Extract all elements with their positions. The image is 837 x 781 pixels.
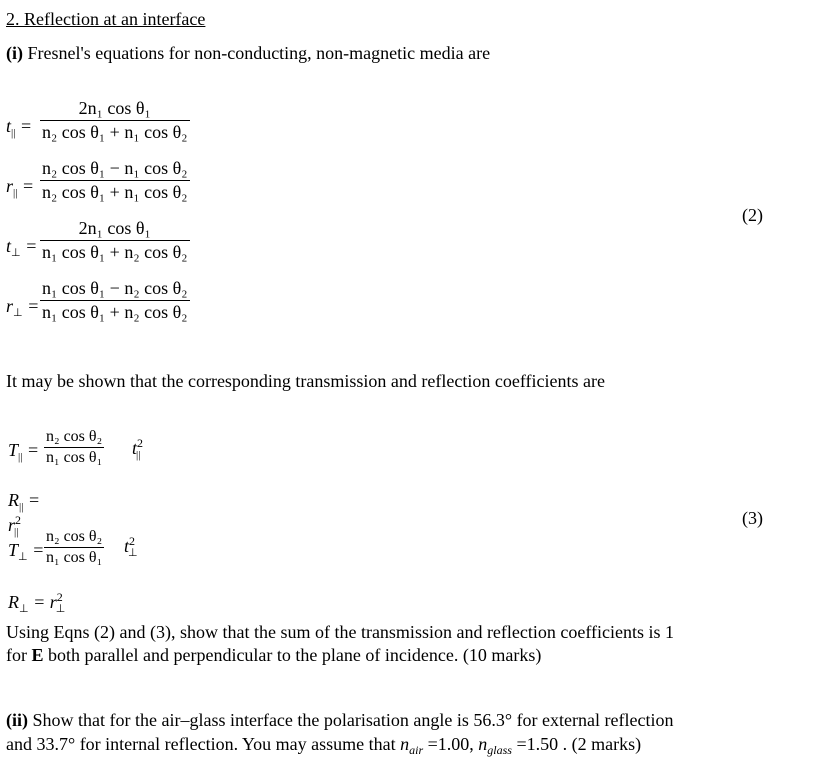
T-perp-fraction [44, 528, 104, 568]
part-ii-label: (ii) [6, 710, 28, 730]
task-line-2-pre: for [6, 645, 27, 665]
T-parallel-numerator: n₂ cos θ₂ [46, 428, 103, 445]
r-perp-numerator: n₁ cos θ₁ − n₂ cos θ₂ [42, 278, 188, 298]
t-perp-numerator: 2n₁ cos θ₁ [78, 218, 151, 238]
t-perp-denominator: n₁ cos θ₁ + n₂ cos θ₂ [42, 241, 188, 262]
T-parallel-denominator: n₁ cos θ₁ [46, 449, 103, 467]
t-parallel-numerator: 2n₁ cos θ₁ [78, 98, 151, 118]
T-perp-factor: $t^2_\perp$ [124, 534, 138, 559]
t-parallel-lhs: $t_{||}$ = [6, 116, 33, 139]
R-parallel-eq: $R_{||} = r^2_{||}$ [8, 490, 41, 538]
task-line-1: Using Eqns (2) and (3), show that the sum of the transmission and reflection coefficients is 1 [6, 622, 675, 642]
equation-number-3: (3) [742, 508, 763, 528]
task-line-2 [6, 646, 541, 666]
n-glass-symbol: $n_{glass}$ [478, 734, 512, 757]
fraction-bar [40, 120, 190, 121]
r-parallel-fraction [40, 158, 190, 202]
part-ii-text-1: Show that for the air–glass interface the polarisation angle is 56.3° for external reflection [32, 710, 674, 730]
T-parallel-fraction [44, 428, 104, 468]
T-perp-numerator: n₂ cos θ₂ [46, 528, 103, 545]
part-ii-line-2 [6, 735, 641, 757]
part-ii-text-2: and 33.7° for internal reflection. You may assume that [6, 734, 396, 754]
middle-text: It may be shown that the corresponding transmission and reflection coefficients are [6, 371, 605, 391]
r-parallel-denominator: n₂ cos θ₁ + n₁ cos θ₂ [42, 181, 188, 202]
part-ii-line-1 [6, 711, 673, 731]
fraction-bar [40, 300, 190, 301]
R-perp-eq: $R_\perp = r^2_\perp$ [8, 590, 66, 615]
part-i-label: (i) [6, 43, 23, 63]
T-perp-lhs: $T_\perp$ = [8, 540, 45, 563]
T-parallel-factor: $t^2_{||}$ [132, 436, 144, 461]
fraction-bar [40, 180, 190, 181]
part-i-text: Fresnel's equations for non-conducting, non-magnetic media are [27, 43, 491, 63]
n-air-symbol: $n_{air}$ [400, 734, 424, 757]
section-title: 2. Reflection at an interface [6, 9, 206, 29]
t-parallel-fraction [40, 98, 190, 142]
r-parallel-numerator: n₂ cos θ₁ − n₁ cos θ₂ [42, 158, 188, 178]
T-perp-denominator: n₁ cos θ₁ [46, 549, 103, 567]
task-line-2-post: both parallel and perpendicular to the plane of incidence. (10 marks) [48, 645, 542, 665]
t-perp-lhs: $t_\perp$ = [6, 236, 38, 259]
equation-number-2: (2) [742, 205, 763, 225]
n-glass-value: =1.50 . (2 marks) [516, 734, 642, 754]
r-parallel-lhs: $r_{||}$ = [6, 176, 35, 199]
r-perp-lhs: $r_\perp$ = [6, 296, 40, 319]
r-perp-denominator: n₁ cos θ₁ + n₂ cos θ₂ [42, 301, 188, 322]
fraction-bar [40, 240, 190, 241]
n-air-value: =1.00, [427, 734, 474, 754]
r-perp-fraction [40, 278, 190, 322]
e-field-symbol: E [31, 645, 44, 665]
t-perp-fraction [40, 218, 190, 262]
fraction-bar [44, 447, 104, 448]
fraction-bar [44, 547, 104, 548]
T-parallel-lhs: $T_{||}$ = [8, 440, 40, 463]
part-i-intro [6, 44, 490, 64]
t-parallel-denominator: n₂ cos θ₁ + n₁ cos θ₂ [42, 121, 188, 142]
